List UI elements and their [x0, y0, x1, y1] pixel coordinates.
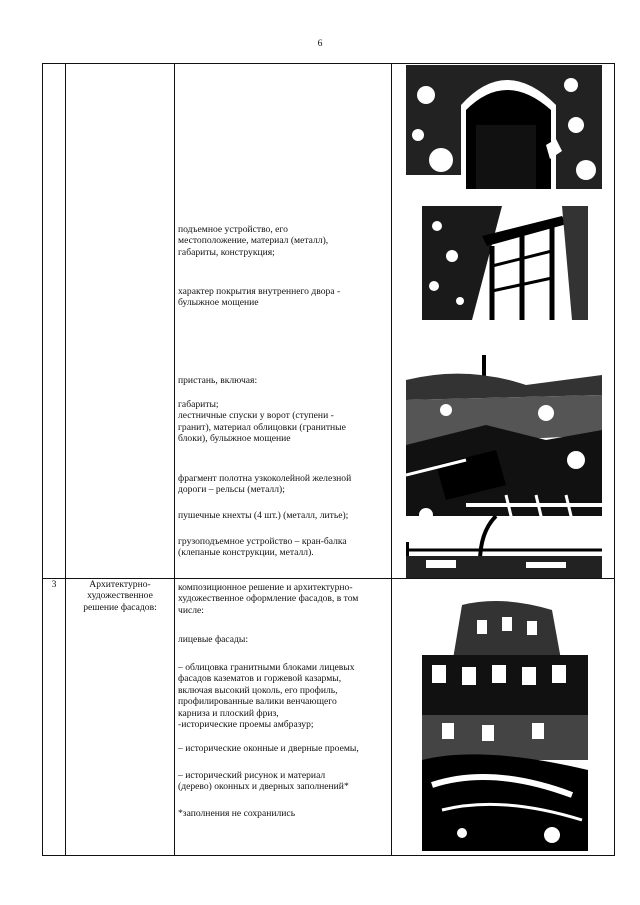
- paragraph: – исторические оконные и дверные проемы,: [178, 743, 359, 754]
- document-table: [42, 63, 615, 856]
- row-name-cell: [66, 64, 175, 579]
- paragraph: лицевые фасады:: [178, 634, 249, 645]
- row-photo-cell: [392, 579, 615, 856]
- paragraph: фрагмент полотна узкоколейной железной дороги – рельсы (металл);: [178, 473, 352, 496]
- paragraph: композиционное решение и архитектурно- художественное оформление фасадов, в том числе:: [178, 582, 359, 616]
- row-description-cell: [175, 579, 392, 856]
- pier-stairs-photo: [406, 355, 602, 537]
- row-number-cell: [43, 64, 66, 579]
- paragraph: пушечные кнехты (4 шт.) (металл, литье);: [178, 510, 349, 521]
- paragraph: характер покрытия внутреннего двора - булыжное мощение: [178, 286, 341, 309]
- facade-ruins-photo: [422, 595, 588, 851]
- paragraph: габариты; лестничные спуски у ворот (ступени - гранит), материал облицовки (гранитные блоки), булыжное мощение: [178, 399, 346, 445]
- row-description-cell: [175, 64, 392, 579]
- paragraph: – облицовка гранитными блоками лицевых фасадов казематов и горжевой казармы, включая высокий цоколь, его профиль, профилированные валики венчающего карниза и плоский фриз, -исторические проемы амбразур;: [178, 662, 355, 731]
- table-row: [43, 64, 615, 579]
- paragraph: грузоподъемное устройство – кран-балка (клепаные конструкции, металл).: [178, 536, 347, 559]
- lifting-frame-photo: [422, 206, 588, 320]
- page-number: 6: [317, 38, 323, 49]
- paragraph: пристань, включая:: [178, 375, 258, 386]
- paragraph: – исторический рисунок и материал (дерево) оконных и дверных заполнений*: [178, 770, 349, 793]
- paragraph: подъемное устройство, его местоположение, материал (металл), габариты, конструкция;: [178, 224, 329, 258]
- crane-beam-photo: [406, 516, 602, 578]
- row-photo-cell: [392, 64, 615, 579]
- paragraph: *заполнения не сохранились: [178, 808, 296, 819]
- row-name-cell: Архитектурно- художественное решение фасадов:: [66, 579, 175, 856]
- row-number-cell: 3: [43, 579, 66, 856]
- table-row: [43, 579, 615, 856]
- archway-photo: [406, 65, 602, 189]
